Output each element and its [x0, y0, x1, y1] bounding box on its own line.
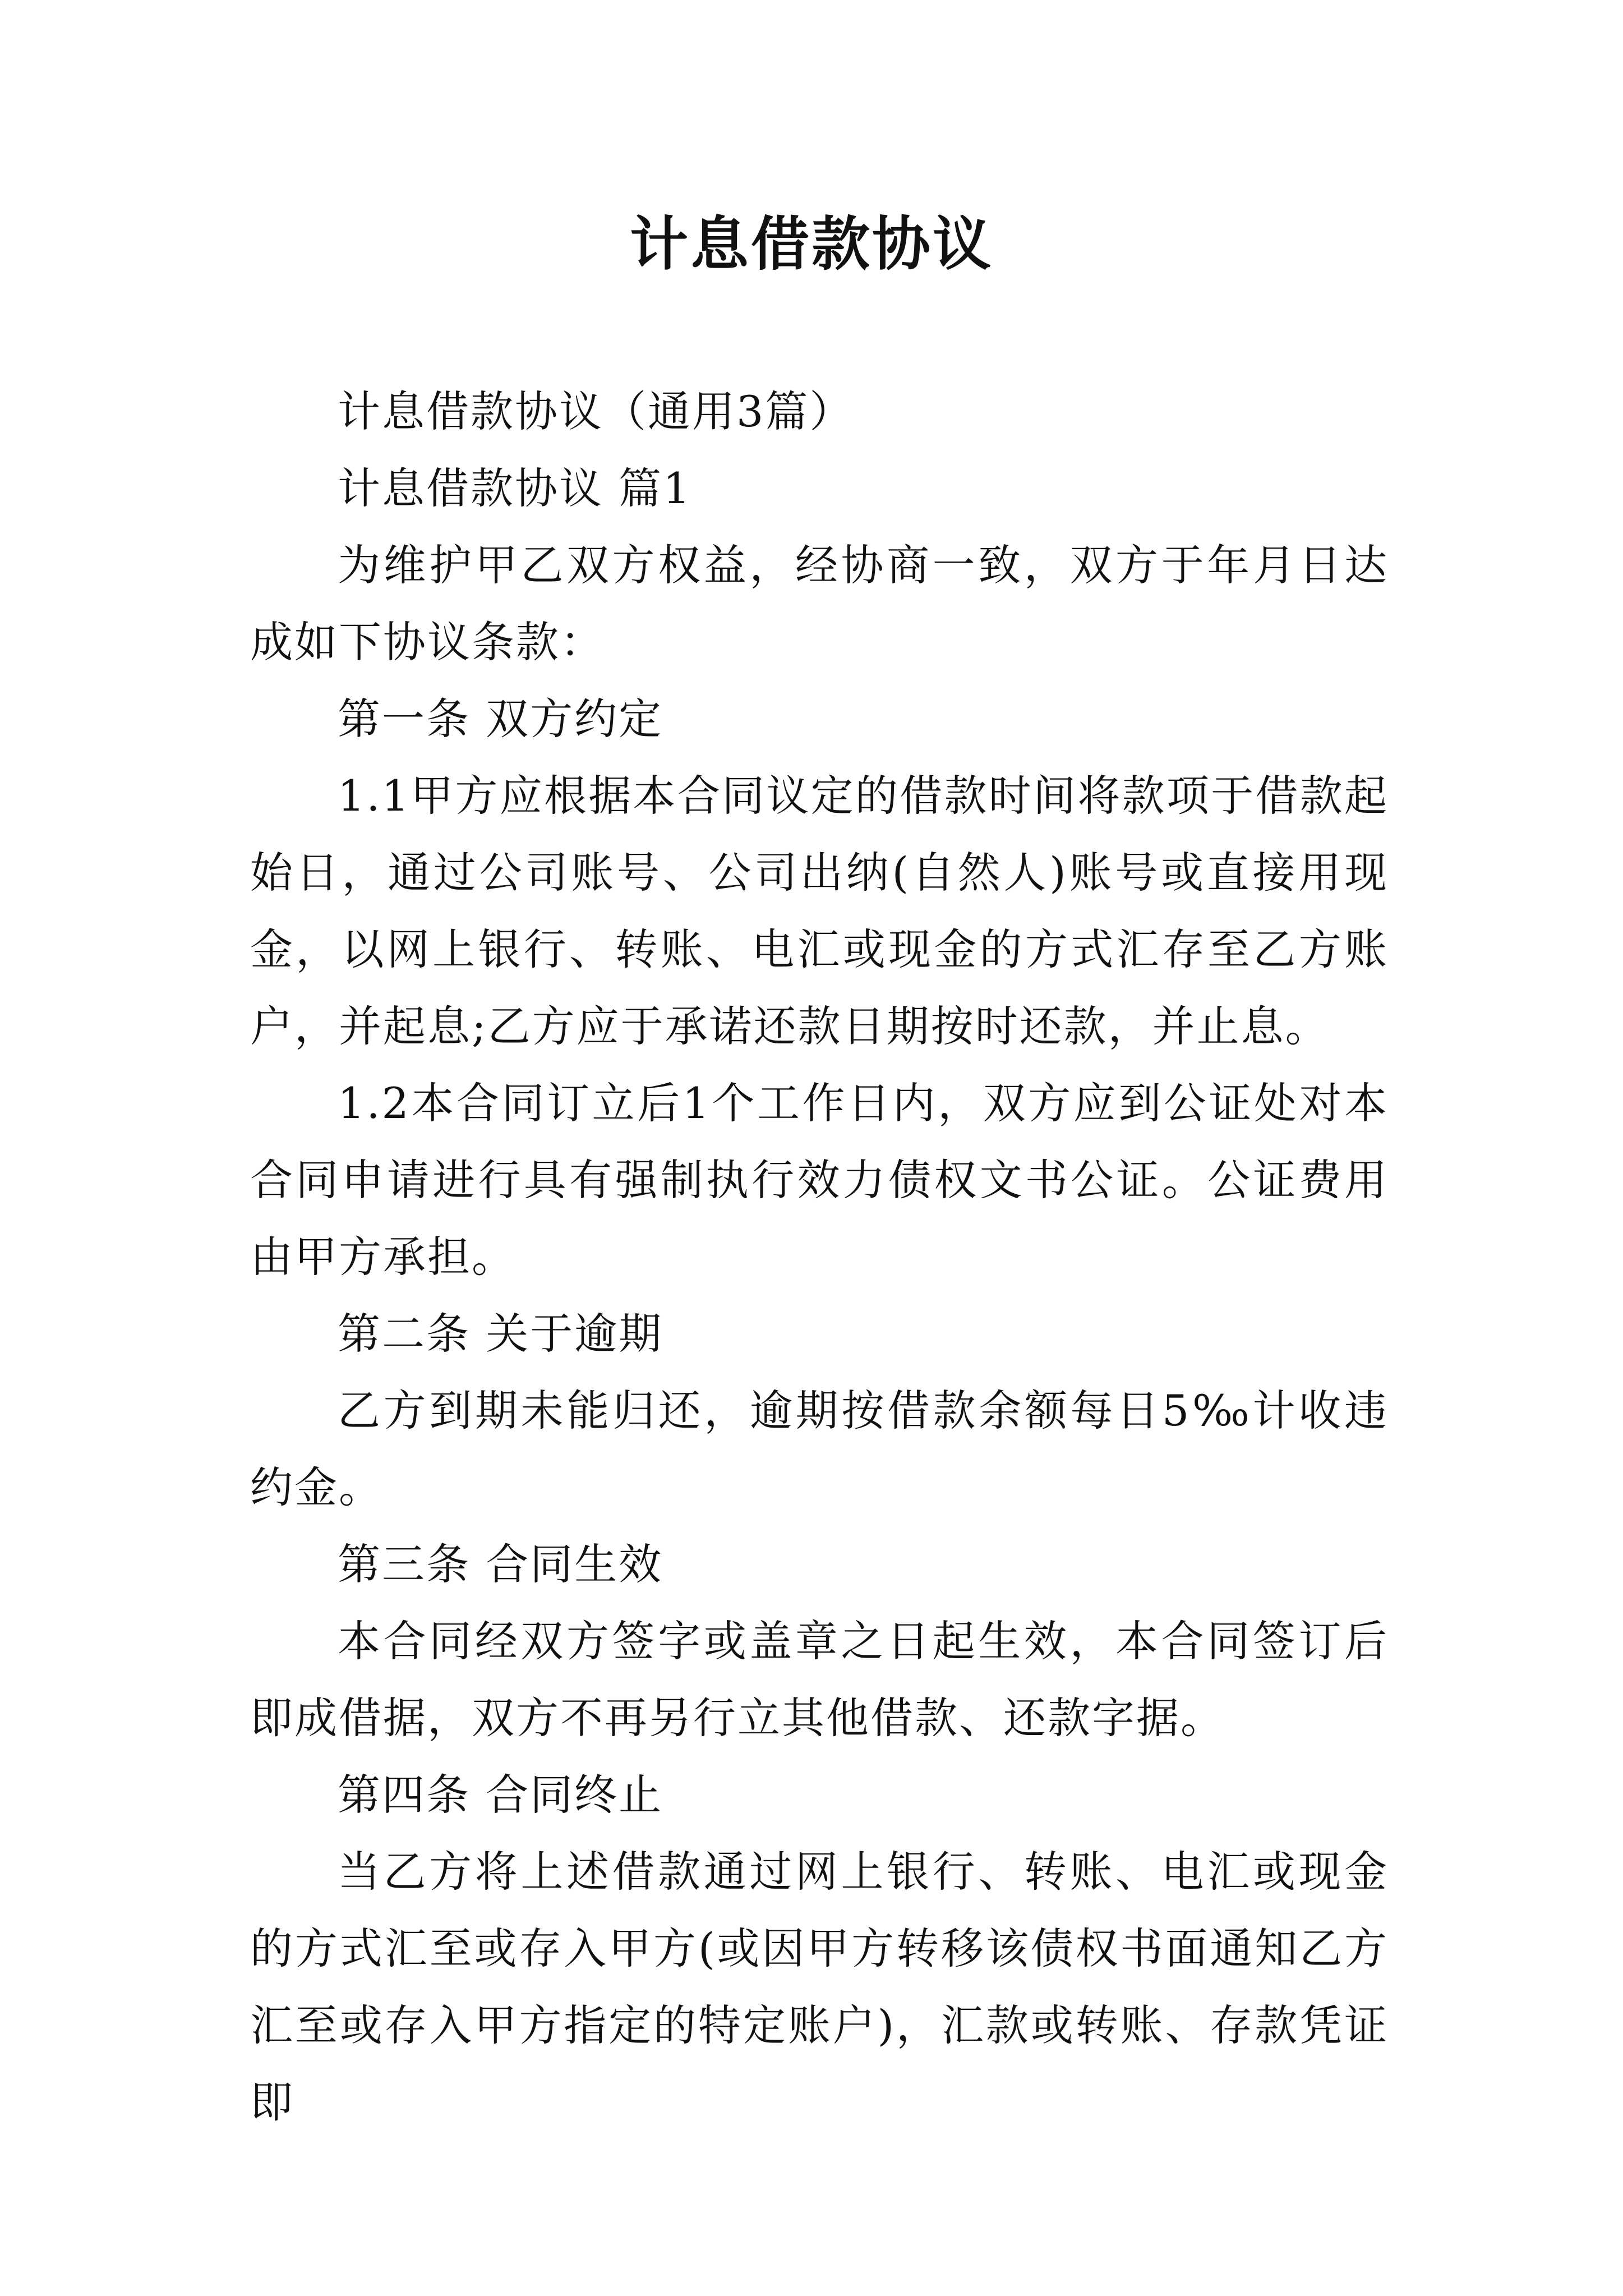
clause-2: 乙方到期未能归还，逾期按借款余额每日5‰计收违约金。 [250, 1386, 1389, 1512]
document-body [250, 373, 1389, 2141]
paragraph-collection-heading: 计息借款协议（通用3篇） [338, 386, 854, 436]
section-heading-4: 第四条 合同终止 [338, 1770, 663, 1820]
section-heading-3: 第三条 合同生效 [338, 1539, 663, 1589]
paragraph-article-heading: 计息借款协议 篇1 [338, 463, 692, 513]
paragraph-preamble: 为维护甲乙双方权益，经协商一致，双方于年月日达成如下协议条款： [250, 540, 1389, 667]
section-heading-1: 第一条 双方约定 [338, 694, 663, 744]
document-title: 计息借款协议 [629, 210, 993, 278]
clause-4: 当乙方将上述借款通过网上银行、转账、电汇或现金的方式汇至或存入甲方(或因甲方转移该债权书面通知乙方汇至或存入甲方指定的特定账户)，汇款或转账、存款凭证即 [250, 1847, 1389, 2127]
section-heading-2: 第二条 关于逾期 [338, 1309, 663, 1359]
clause-3: 本合同经双方签字或盖章之日起生效，本合同签订后即成借据，双方不再另行立其他借款、还款字据。 [250, 1616, 1389, 1743]
clause-1-1: 1.1甲方应根据本合同议定的借款时间将款项于借款起始日，通过公司账号、公司出纳(自然人)账号或直接用现金，以网上银行、转账、电汇或现金的方式汇存至乙方账户，并起息;乙方应于承诺还款日期按时还款，并止息。 [250, 771, 1389, 1051]
clause-1-2: 1.2本合同订立后1个工作日内，双方应到公证处对本合同申请进行具有强制执行效力债权文书公证。公证费用由甲方承担。 [250, 1078, 1389, 1282]
